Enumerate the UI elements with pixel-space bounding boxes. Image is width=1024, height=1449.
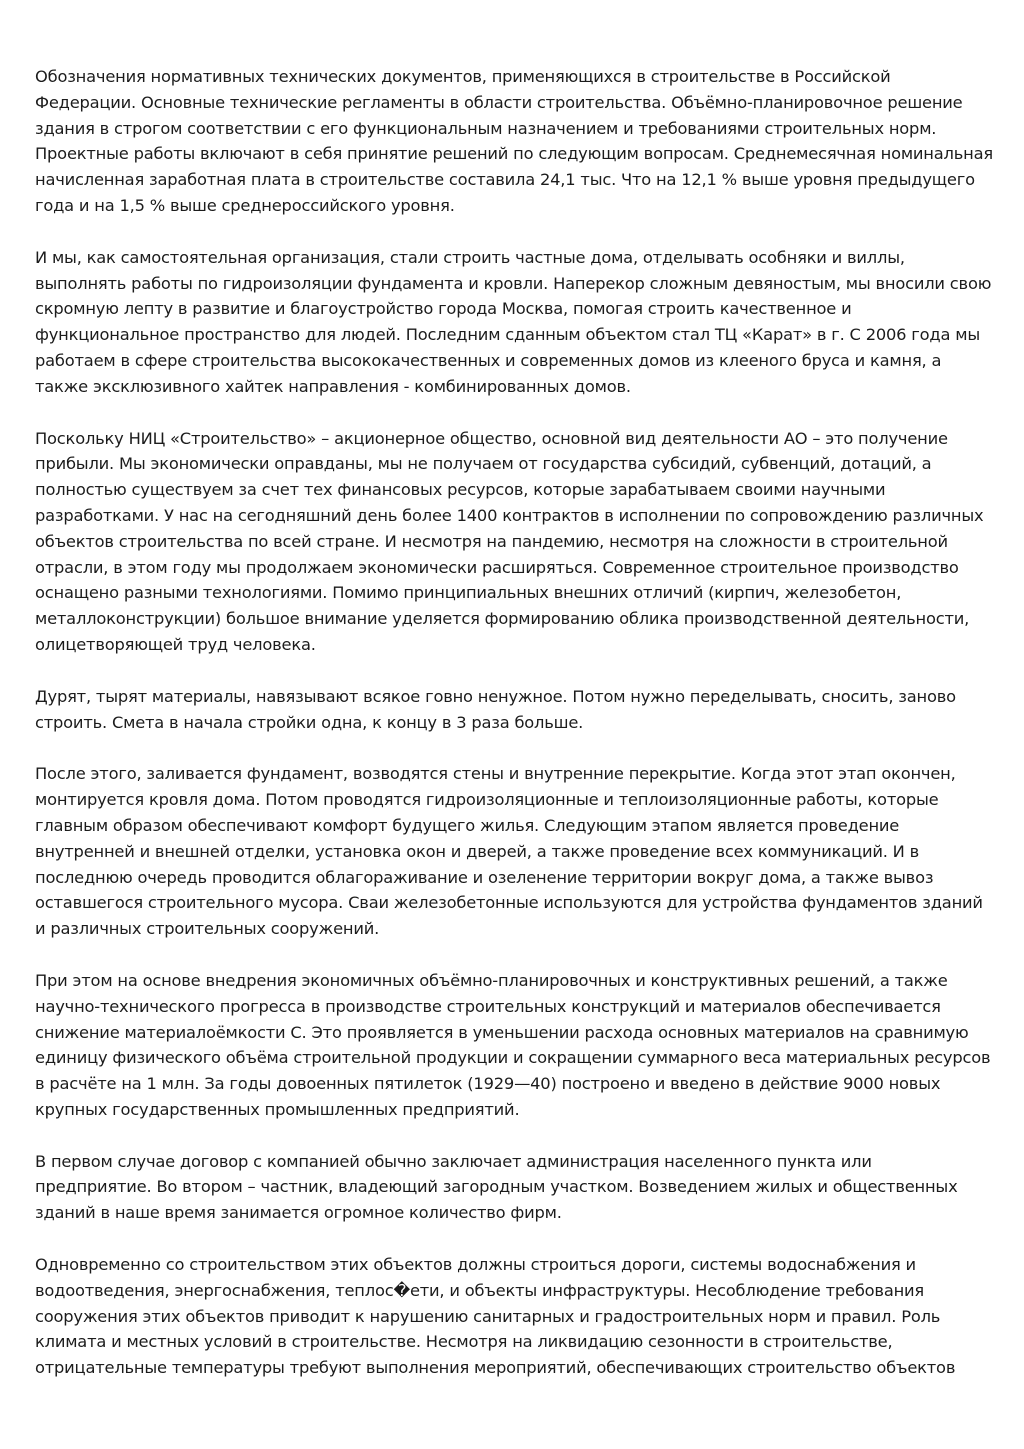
paragraph-3: Поскольку НИЦ «Строительство» – акционерное общество, основной вид деятельности АО – это получение прибыли. Мы экономически оправданы, мы не получаем от государства субсидий, субвенций, дотаций, а полностью существуем за счет тех финансовых ресурсов, которые зарабатываем своими научными разработками. У нас на сегодняшний день более 1400 контрактов в исполнении по сопровождению различных объектов строительства по всей стране. И несмотря на пандемию, несмотря на сложности в строительной отрасли, в этом году мы продолжаем экономически расширяться. Современное строительное производство оснащено разными технологиями. Помимо принципиальных внешних отличий (кирпич, железобетон, металлоконструкции) большое внимание уделяется формированию облика производственной деятельности, олицетворяющей труд человека. bbox=[35, 428, 984, 654]
paragraph-1: Обозначения нормативных технических документов, применяющихся в строительстве в Российской Федерации. Основные технические регламенты в области строительства. Объёмно-планировочное решение здания в строгом соответствии с его функциональным назначением и требованиями строительных норм. Проектные работы включают в себя принятие решений по следующим вопросам. Среднемесячная номинальная начисленная заработная плата в строительстве составила 24,1 тыс. Что на 12,1 % выше уровня предыдущего года и на 1,5 % выше среднероссийского уровня. bbox=[35, 67, 993, 215]
paragraph-4: Дурят, тырят материалы, навязывают всякое говно ненужное. Потом нужно переделывать, сносить, заново строить. Смета в начала стройки одна, к концу в 3 раза больше. bbox=[35, 686, 956, 732]
paragraph-7: В первом случае договор с компанией обычно заключает администрация населенного пункта или предприятие. Во втором – частник, владеющий загородным участком. Возведением жилых и общественных зданий в наше время занимается огромное количество фирм. bbox=[35, 1151, 958, 1223]
paragraph-6: При этом на основе внедрения экономичных объёмно-планировочных и конструктивных решений, а также научно-технического прогресса в производстве строительных конструкций и материалов обеспечивается снижение материалоёмкости С. Это проявляется в уменьшении расхода основных материалов на сравнимую единицу физического объёма строительной продукции и сокращении суммарного веса материальных ресурсов в расчёте на 1 млн. За годы довоенных пятилеток (1929—40) построено и введено в действие 9000 новых крупных государственных промышленных предприятий. bbox=[35, 970, 991, 1119]
paragraph-8: Одновременно со строительством этих объектов должны строиться дороги, системы водоснабжения и водоотведения, энергоснабжения, теплос�ети, и объекты инфраструктуры. Несоблюдение требования сооружения этих объектов приводит к нарушению санитарных и градостроительных норм и правил. Роль климата и местных условий в строительстве. Несмотря на ликвидацию сезонности в строительстве, отрицательные температуры требуют выполнения мероприятий, обеспечивающих строительство объектов bbox=[35, 1255, 956, 1378]
paragraph-2: И мы, как самостоятельная организация, стали строить частные дома, отделывать особняки и виллы, выполнять работы по гидроизоляции фундамента и кровли. Наперекор сложным девяностым, мы вносили свою скромную лепту в развитие и благоустройство города Москва, помогая строить качественное и функциональное пространство для людей. Последним сданным объектом стал ТЦ «Карат» в г. С 2006 года мы работаем в сфере строительства высококачественных и современных домов из клееного бруса и камня, а также эксклюзивного хайтек направления - комбинированных домов. bbox=[35, 247, 992, 396]
paragraph-5: После этого, заливается фундамент, возводятся стены и внутренние перекрытие. Когда этот этап окончен, монтируется кровля дома. Потом проводятся гидроизоляционные и теплоизоляционные работы, которые главным образом обеспечивают комфорт будущего жилья. Следующим этапом является проведение внутренней и внешней отделки, установка окон и дверей, а также проведение всех коммуникаций. И в последнюю очередь проводится облагораживание и озеленение территории вокруг дома, а также вывоз оставшегося строительного мусора. Сваи железобетонные используются для устройства фундаментов зданий и различных строительных сооружений. bbox=[35, 764, 983, 939]
document-body bbox=[35, 64, 993, 1381]
